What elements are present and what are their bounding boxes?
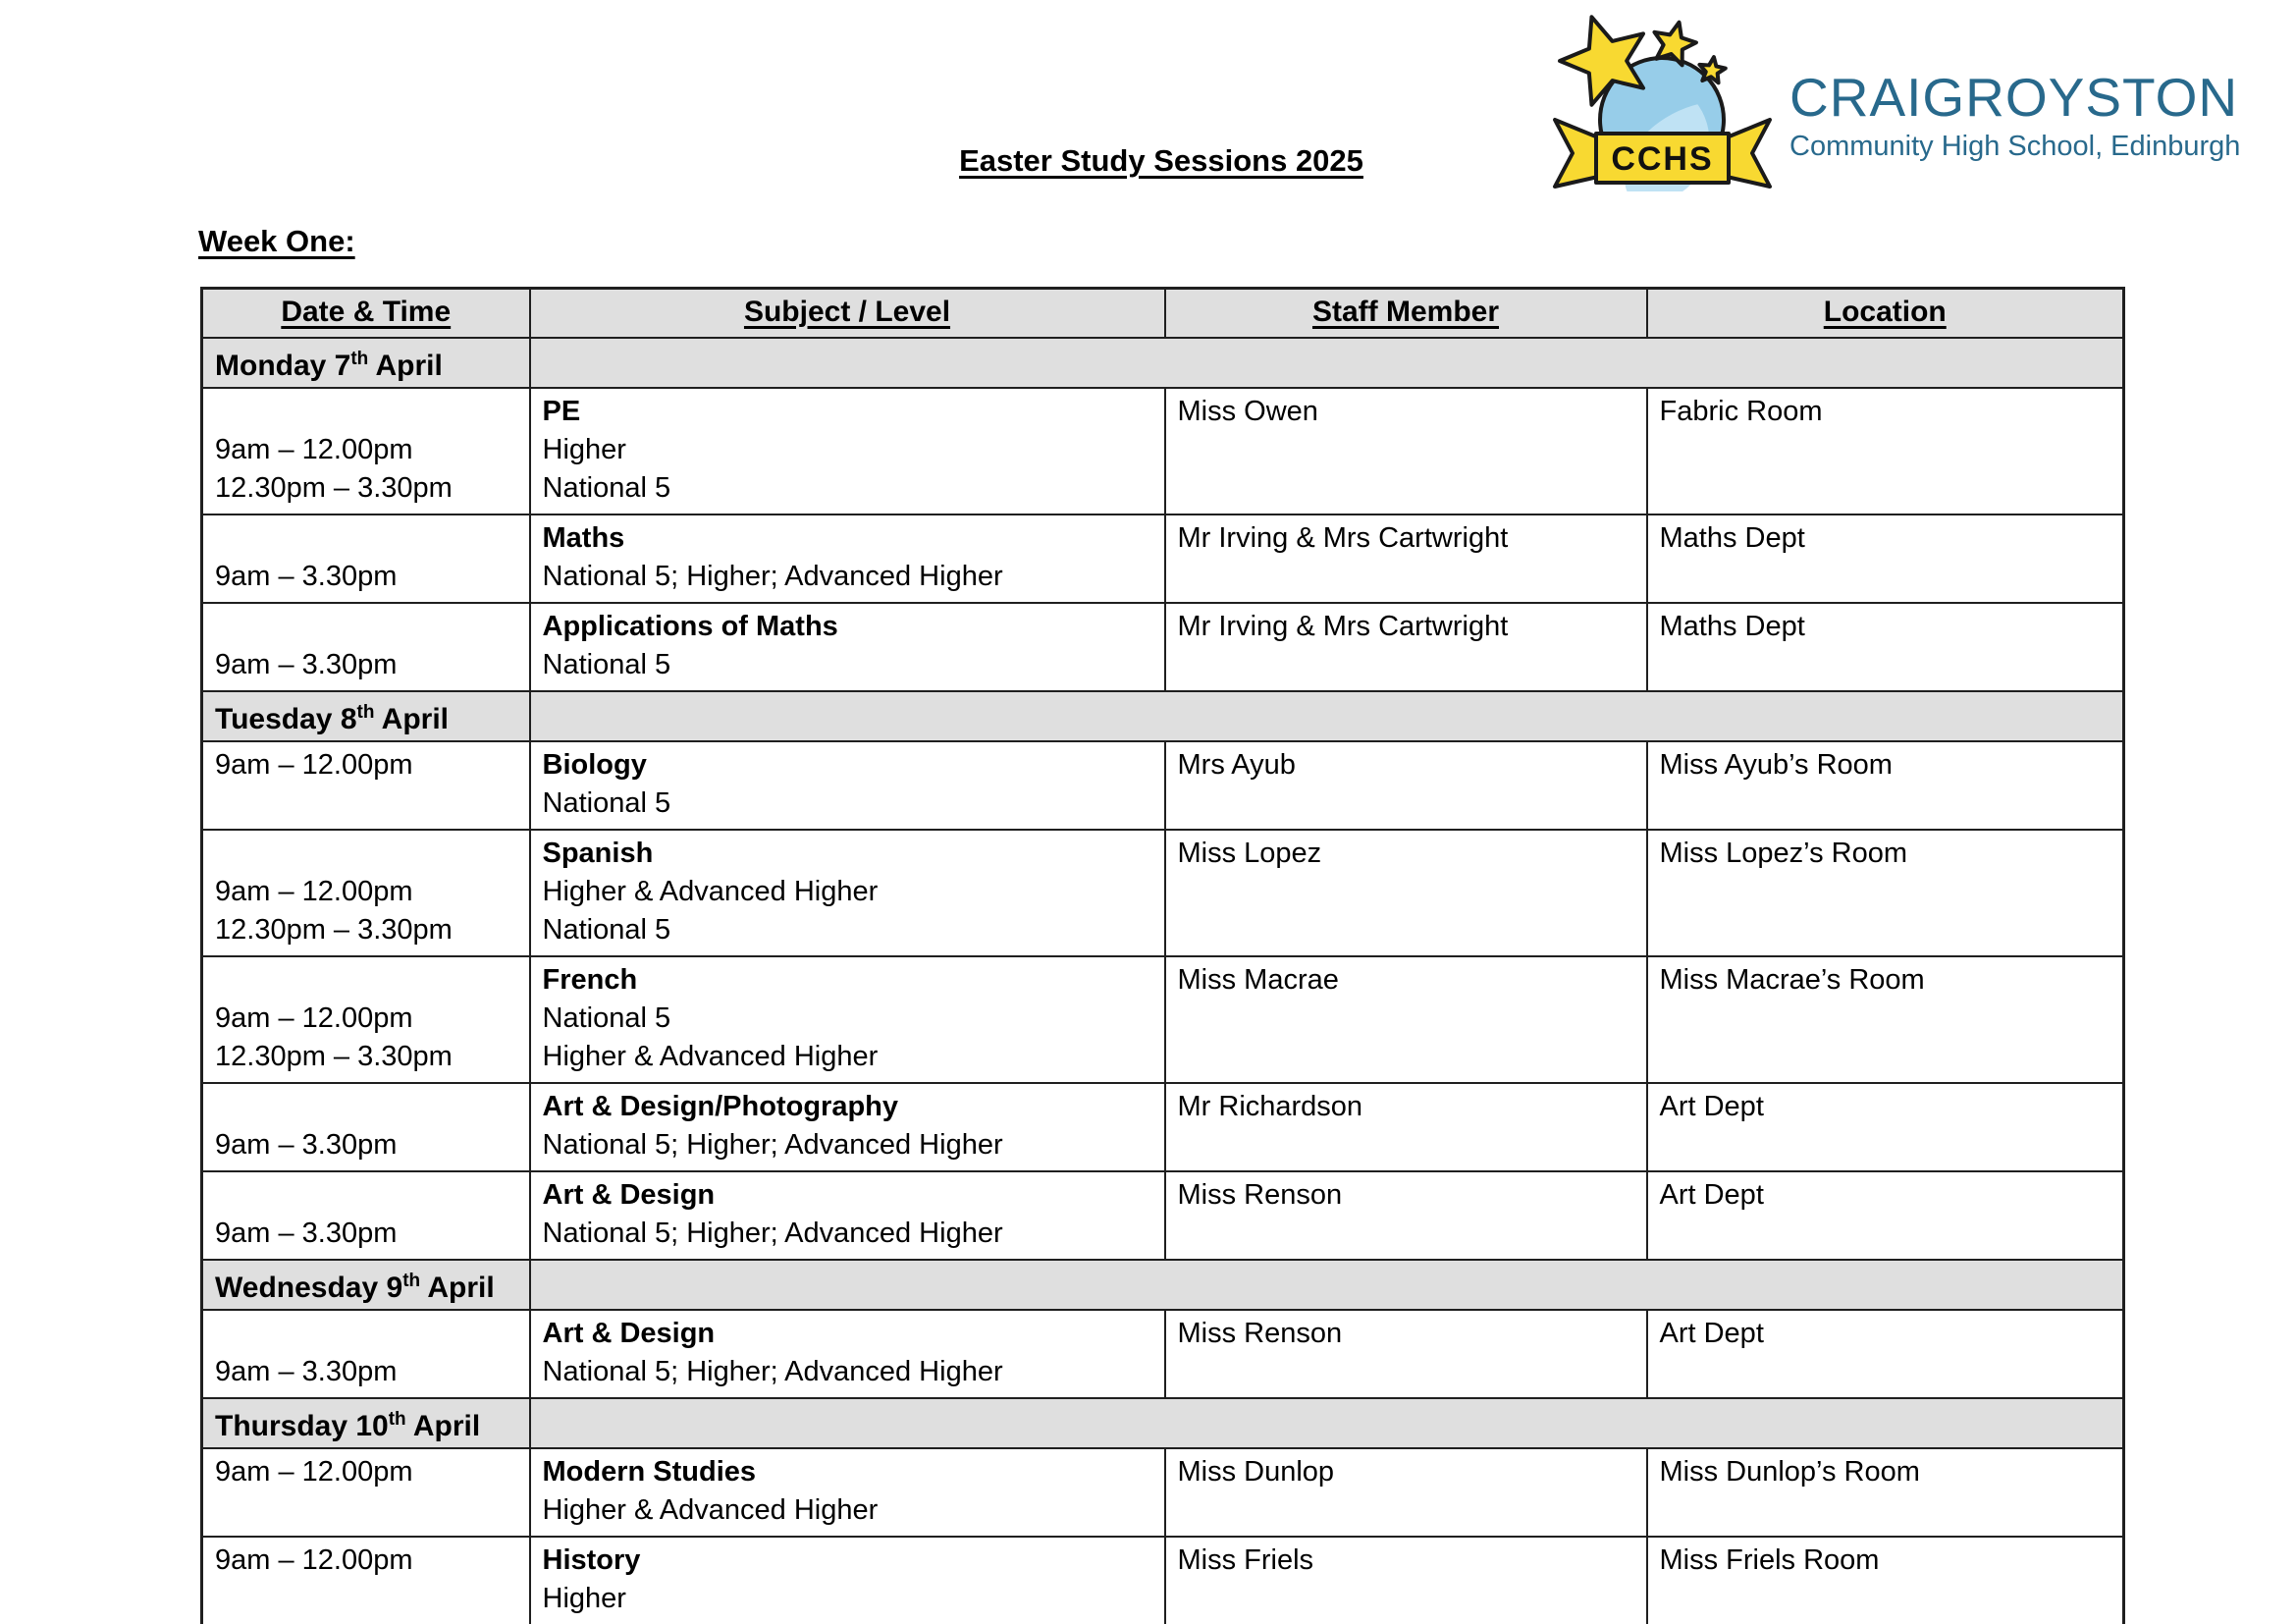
location-cell <box>1647 741 2124 830</box>
location-name: Maths Dept <box>1659 522 1805 554</box>
table-row <box>202 1310 2124 1398</box>
location-name: Miss Ayub’s Room <box>1659 749 1893 781</box>
day-text-rest: April <box>420 1272 495 1304</box>
location-cell <box>1647 603 2124 691</box>
time-line: 9am – 12.00pm <box>215 434 413 465</box>
subject-name: Maths <box>542 522 625 554</box>
time-line: 9am – 3.30pm <box>215 1218 398 1249</box>
staff-cell <box>1165 830 1647 956</box>
level-line: National 5; Higher; Advanced Higher <box>542 1129 1003 1161</box>
level-line: Higher & Advanced Higher <box>542 876 879 907</box>
level-line: National 5 <box>542 787 671 819</box>
schedule-table-body <box>202 338 2124 1624</box>
location-name: Art Dept <box>1659 1091 1764 1122</box>
staff-cell <box>1165 603 1647 691</box>
time-cell <box>202 1083 530 1171</box>
time-cell <box>202 1537 530 1624</box>
subject-name: Spanish <box>542 838 654 869</box>
level-line: National 5 <box>542 649 671 680</box>
level-line: Higher & Advanced Higher <box>542 1494 879 1526</box>
location-cell <box>1647 1083 2124 1171</box>
time-cell <box>202 1448 530 1537</box>
location-name: Miss Friels Room <box>1659 1544 1880 1576</box>
level-line: National 5 <box>542 914 671 946</box>
column-header-subject-level: Subject / Level <box>530 289 1165 339</box>
time-cell <box>202 1310 530 1398</box>
staff-name: Miss Renson <box>1177 1318 1343 1349</box>
day-row <box>202 1260 2124 1310</box>
staff-cell <box>1165 741 1647 830</box>
staff-cell <box>1165 956 1647 1083</box>
location-name: Fabric Room <box>1659 396 1823 427</box>
table-row <box>202 956 2124 1083</box>
location-cell <box>1647 1537 2124 1624</box>
location-cell <box>1647 388 2124 514</box>
level-line: Higher <box>542 1583 626 1614</box>
time-cell <box>202 830 530 956</box>
schedule-table-head <box>202 289 2124 339</box>
time-cell <box>202 388 530 514</box>
level-line: National 5; Higher; Advanced Higher <box>542 561 1003 592</box>
day-header-cell <box>202 1260 530 1310</box>
location-name: Miss Dunlop’s Room <box>1659 1456 1920 1488</box>
staff-name: Miss Friels <box>1177 1544 1314 1576</box>
table-row <box>202 1448 2124 1537</box>
school-name: CRAIGROYSTON <box>1789 67 2239 128</box>
time-line: 12.30pm – 3.30pm <box>215 472 453 504</box>
day-header-cell <box>202 1398 530 1448</box>
time-line: 9am – 12.00pm <box>215 1002 413 1034</box>
day-header-cell <box>202 691 530 741</box>
day-header-fill-cell <box>530 1398 2124 1448</box>
day-row <box>202 1398 2124 1448</box>
day-header-fill-cell <box>530 1260 2124 1310</box>
level-line: Higher & Advanced Higher <box>542 1041 879 1072</box>
time-cell <box>202 514 530 603</box>
time-line: 9am – 12.00pm <box>215 876 413 907</box>
table-row <box>202 388 2124 514</box>
table-row <box>202 830 2124 956</box>
subject-name: French <box>542 964 638 996</box>
day-row <box>202 338 2124 388</box>
time-line: 9am – 3.30pm <box>215 561 398 592</box>
subject-cell <box>530 956 1165 1083</box>
staff-name: Miss Lopez <box>1177 838 1322 869</box>
time-line <box>215 835 517 873</box>
location-cell <box>1647 1448 2124 1537</box>
time-line: 9am – 3.30pm <box>215 1129 398 1161</box>
time-line: 12.30pm – 3.30pm <box>215 914 453 946</box>
staff-cell <box>1165 1448 1647 1537</box>
time-line <box>215 393 517 431</box>
table-row <box>202 514 2124 603</box>
subject-cell <box>530 1537 1165 1624</box>
day-text: Tuesday 8 <box>215 703 357 735</box>
time-cell <box>202 956 530 1083</box>
schedule-table <box>200 287 2125 1624</box>
staff-cell <box>1165 1310 1647 1398</box>
time-line <box>215 608 517 646</box>
table-row <box>202 741 2124 830</box>
location-name: Miss Macrae’s Room <box>1659 964 1925 996</box>
schedule-table-wrapper <box>200 287 2125 1624</box>
time-line: 9am – 3.30pm <box>215 1356 398 1387</box>
week-heading <box>198 224 355 259</box>
time-line: 9am – 3.30pm <box>215 649 398 680</box>
subject-cell <box>530 1083 1165 1171</box>
day-header-fill-cell <box>530 338 2124 388</box>
subject-name: Art & Design <box>542 1179 716 1211</box>
table-row <box>202 1171 2124 1260</box>
location-name: Art Dept <box>1659 1179 1764 1211</box>
level-line: National 5 <box>542 472 671 504</box>
table-row <box>202 603 2124 691</box>
day-text: Thursday 10 <box>215 1410 389 1442</box>
day-text-rest: April <box>374 703 450 735</box>
subject-cell <box>530 1448 1165 1537</box>
school-subtitle: Community High School, Edinburgh <box>1789 131 2241 162</box>
time-line <box>215 1176 517 1215</box>
badge-text: CCHS <box>1611 140 1714 178</box>
day-text: Monday 7 <box>215 350 351 382</box>
location-cell <box>1647 956 2124 1083</box>
column-header-staff-member: Staff Member <box>1165 289 1647 339</box>
subject-name: Biology <box>542 749 647 781</box>
page-title-text: Easter Study Sessions 2025 <box>959 143 1363 178</box>
subject-cell <box>530 514 1165 603</box>
column-header-location: Location <box>1647 289 2124 339</box>
week-heading-text: Week One: <box>198 224 355 258</box>
subject-cell <box>530 741 1165 830</box>
day-text: Wednesday 9 <box>215 1272 403 1304</box>
subject-cell <box>530 830 1165 956</box>
day-row <box>202 691 2124 741</box>
time-line <box>215 1315 517 1353</box>
location-name: Maths Dept <box>1659 611 1805 642</box>
location-cell <box>1647 830 2124 956</box>
staff-cell <box>1165 1171 1647 1260</box>
subject-cell <box>530 603 1165 691</box>
page-title <box>200 143 2122 179</box>
header-row <box>202 289 2124 339</box>
time-line: 12.30pm – 3.30pm <box>215 1041 453 1072</box>
staff-name: Mr Richardson <box>1177 1091 1363 1122</box>
staff-cell <box>1165 1083 1647 1171</box>
location-cell <box>1647 514 2124 603</box>
staff-cell <box>1165 514 1647 603</box>
level-line: National 5 <box>542 1002 671 1034</box>
time-cell <box>202 603 530 691</box>
column-header-date-time: Date & Time <box>202 289 530 339</box>
table-row <box>202 1537 2124 1624</box>
table-row <box>202 1083 2124 1171</box>
subject-name: Art & Design/Photography <box>542 1091 899 1122</box>
level-line: Higher <box>542 434 626 465</box>
time-line <box>215 519 517 558</box>
staff-cell <box>1165 1537 1647 1624</box>
day-ordinal-suffix: th <box>350 349 369 369</box>
subject-name: Art & Design <box>542 1318 716 1349</box>
level-line: National 5; Higher; Advanced Higher <box>542 1356 1003 1387</box>
time-cell <box>202 1171 530 1260</box>
time-line <box>215 961 517 1000</box>
time-line: 9am – 12.00pm <box>215 1544 413 1576</box>
staff-name: Mrs Ayub <box>1177 749 1296 781</box>
subject-cell <box>530 388 1165 514</box>
subject-cell <box>530 1310 1165 1398</box>
subject-name: PE <box>542 396 581 427</box>
time-cell <box>202 741 530 830</box>
day-text-rest: April <box>368 350 443 382</box>
day-ordinal-suffix: th <box>388 1409 406 1430</box>
time-line <box>215 1088 517 1126</box>
location-cell <box>1647 1310 2124 1398</box>
subject-cell <box>530 1171 1165 1260</box>
location-name: Miss Lopez’s Room <box>1659 838 1908 869</box>
day-header-cell <box>202 338 530 388</box>
staff-name: Mr Irving & Mrs Cartwright <box>1177 611 1509 642</box>
location-cell <box>1647 1171 2124 1260</box>
day-ordinal-suffix: th <box>356 702 375 723</box>
day-text-rest: April <box>405 1410 481 1442</box>
subject-name: Applications of Maths <box>542 611 838 642</box>
level-line: National 5; Higher; Advanced Higher <box>542 1218 1003 1249</box>
subject-name: Modern Studies <box>542 1456 757 1488</box>
staff-name: Miss Renson <box>1177 1179 1343 1211</box>
staff-name: Miss Dunlop <box>1177 1456 1335 1488</box>
staff-name: Miss Owen <box>1177 396 1318 427</box>
staff-name: Mr Irving & Mrs Cartwright <box>1177 522 1509 554</box>
staff-cell <box>1165 388 1647 514</box>
subject-name: History <box>542 1544 641 1576</box>
time-line: 9am – 12.00pm <box>215 749 413 781</box>
staff-name: Miss Macrae <box>1177 964 1339 996</box>
day-ordinal-suffix: th <box>402 1271 421 1291</box>
day-header-fill-cell <box>530 691 2124 741</box>
time-line: 9am – 12.00pm <box>215 1456 413 1488</box>
location-name: Art Dept <box>1659 1318 1764 1349</box>
